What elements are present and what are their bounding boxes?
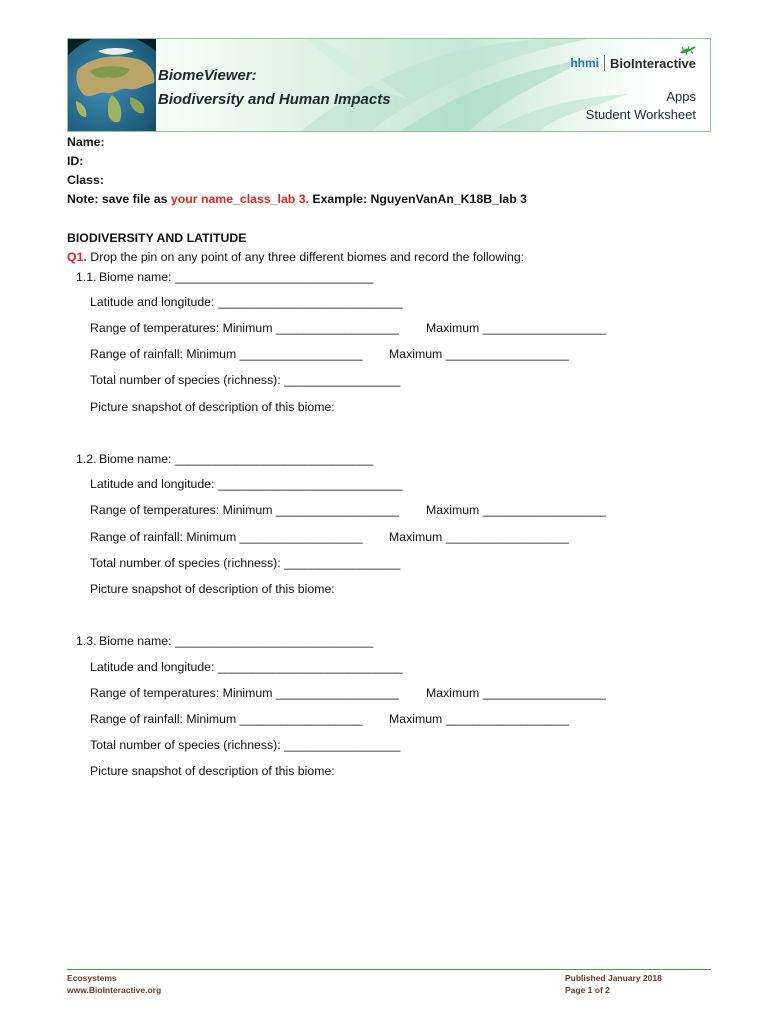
- biome-name-field[interactable]: Biome name: _____________________________: [99, 634, 374, 648]
- banner-title-line1: BiomeViewer:: [158, 67, 257, 84]
- lizard-icon: [678, 43, 698, 57]
- rain-min-field[interactable]: Range of rainfall: Minimum __________________: [90, 712, 363, 726]
- rain-min-field[interactable]: Range of rainfall: Minimum __________________: [90, 530, 363, 544]
- footer-website-link[interactable]: www.BioInteractive.org: [67, 985, 162, 995]
- biome-name-field[interactable]: Biome name: _____________________________: [99, 270, 374, 284]
- save-note: [67, 191, 527, 207]
- biome-number: 1.3.: [76, 634, 97, 648]
- save-note-example: Example: NguyenVanAn_K18B_lab 3: [308, 192, 527, 206]
- temp-min-field[interactable]: Range of temperatures: Minimum __________________: [90, 503, 399, 517]
- rain-max-field[interactable]: Maximum __________________: [389, 530, 569, 544]
- snapshot-label: Picture snapshot of description of this biome:: [90, 764, 335, 778]
- species-richness-field[interactable]: Total number of species (richness): _________________: [90, 373, 401, 387]
- temp-max-field[interactable]: Maximum __________________: [426, 503, 606, 517]
- latlong-field[interactable]: Latitude and longitude: ___________________________: [90, 295, 403, 309]
- question-text: Drop the pin on any point of any three different biomes and record the following:: [86, 250, 525, 264]
- footer-page-number: Page 1 of 2: [565, 985, 610, 995]
- latlong-field[interactable]: Latitude and longitude: ___________________________: [90, 660, 403, 674]
- temp-max-field[interactable]: Maximum __________________: [426, 686, 606, 700]
- biome-name-field[interactable]: Biome name: _____________________________: [99, 452, 374, 466]
- logo-brand-text: BioInteractive: [610, 55, 696, 71]
- temp-min-field[interactable]: Range of temperatures: Minimum __________________: [90, 686, 399, 700]
- save-note-prefix: Note: save file as: [67, 192, 171, 206]
- logo-divider: [604, 55, 605, 71]
- rain-max-field[interactable]: Maximum __________________: [389, 712, 569, 726]
- biome-number: 1.2.: [76, 452, 97, 466]
- globe-icon: [68, 39, 156, 131]
- species-richness-field[interactable]: Total number of species (richness): _________________: [90, 556, 401, 570]
- class-field-label: Class:: [67, 173, 104, 187]
- section-heading: BIODIVERSITY AND LATITUDE: [67, 231, 247, 245]
- footer-published-date: Published January 2018: [565, 973, 662, 983]
- biome-number: 1.1.: [76, 270, 97, 284]
- save-note-filename: your name_class_lab 3.: [170, 192, 309, 206]
- id-field-label: ID:: [67, 154, 84, 168]
- banner-title-line2: Biodiversity and Human Impacts: [158, 91, 391, 108]
- name-field-label: Name:: [67, 135, 105, 149]
- species-richness-field[interactable]: Total number of species (richness): _________________: [90, 738, 401, 752]
- banner-category: Apps: [666, 89, 696, 104]
- snapshot-label: Picture snapshot of description of this biome:: [90, 400, 335, 414]
- snapshot-label: Picture snapshot of description of this biome:: [90, 582, 335, 596]
- biointeractive-logo: [570, 53, 696, 73]
- worksheet-banner: [67, 38, 711, 132]
- globe-image: [68, 39, 156, 131]
- question-label: Q1.: [67, 250, 87, 264]
- rain-min-field[interactable]: Range of rainfall: Minimum __________________: [90, 347, 363, 361]
- temp-min-field[interactable]: Range of temperatures: Minimum __________________: [90, 321, 399, 335]
- logo-hhmi-text: hhmi: [570, 56, 600, 70]
- temp-max-field[interactable]: Maximum __________________: [426, 321, 606, 335]
- latlong-field[interactable]: Latitude and longitude: ___________________________: [90, 477, 403, 491]
- footer-topic: Ecosystems: [67, 973, 117, 983]
- banner-doc-type: Student Worksheet: [585, 107, 696, 122]
- rain-max-field[interactable]: Maximum __________________: [389, 347, 569, 361]
- question-q1: [67, 249, 524, 265]
- footer-divider: [67, 969, 711, 970]
